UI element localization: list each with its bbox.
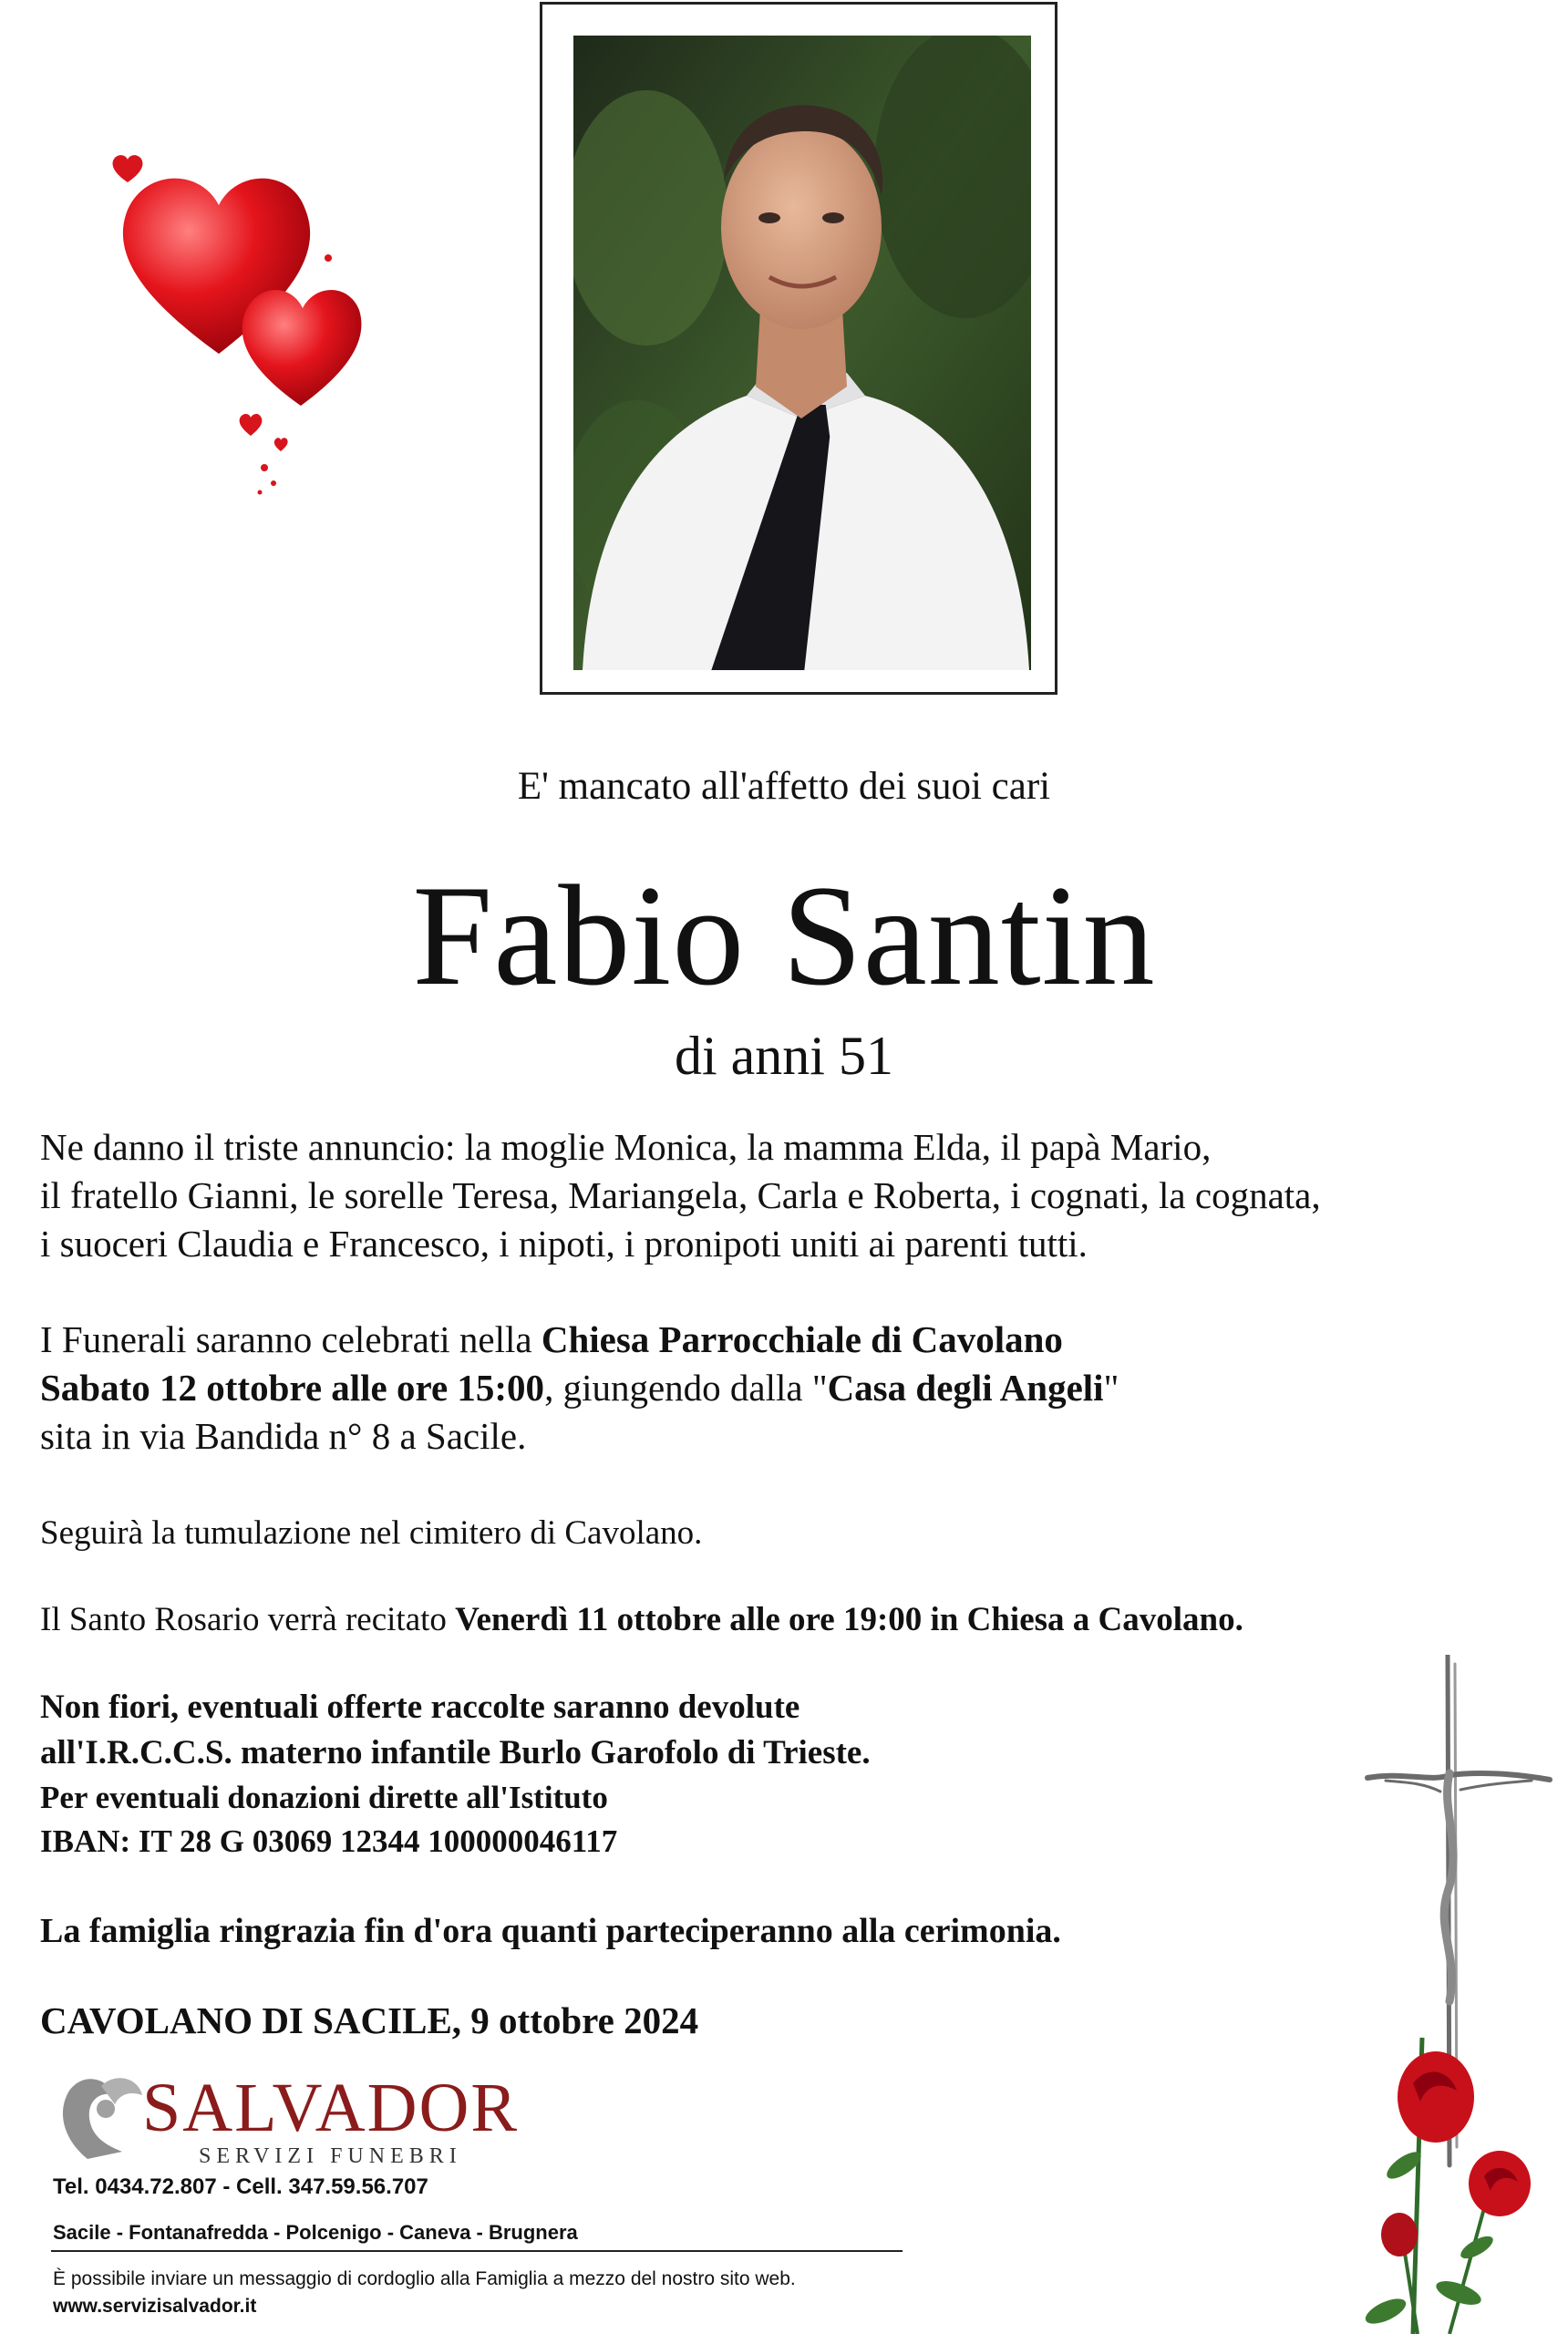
- footer-divider: [51, 2250, 903, 2252]
- rosary-line: Il Santo Rosario verrà recitato Venerdì 11 ottobre alle ore 19:00 in Chiesa a Cavolano.: [40, 1601, 1243, 1638]
- heart-tiny-icon: [113, 155, 143, 182]
- donation-paragraph: [40, 1685, 1535, 1864]
- deceased-age: di anni 51: [675, 1026, 893, 1086]
- brand-name: SALVADOR: [142, 2070, 520, 2146]
- condolence-note: È possibile inviare un messaggio di cordoglio alla Famiglia a mezzo del nostro sito web.: [53, 2268, 796, 2289]
- iban-line: IBAN: IT 28 G 03069 12344 100000046117: [40, 1823, 618, 1859]
- service-towns: Sacile - Fontanafredda - Polcenigo - Caneva - Brugnera: [53, 2221, 578, 2244]
- deceased-name: Fabio Santin: [412, 856, 1156, 1016]
- crucifix-roses-decoration: [1349, 1655, 1568, 2334]
- heart-small-icon: [242, 290, 362, 406]
- portrait-photo: [573, 36, 1031, 670]
- portrait-frame: [540, 2, 1057, 695]
- angel-logo-icon: [51, 2068, 151, 2168]
- donation-line: Per eventuali donazioni dirette all'Istituto: [40, 1780, 608, 1815]
- funeral-paragraph: [40, 1316, 1535, 1461]
- donation-line: Non fiori, eventuali offerte raccolte saranno devolute: [40, 1689, 800, 1726]
- contact-phones: Tel. 0434.72.807 - Cell. 347.59.56.707: [53, 2174, 428, 2199]
- intro-line: E' mancato all'affetto dei suoi cari: [517, 765, 1051, 808]
- church-name: Chiesa Parrocchiale di Cavolano: [541, 1318, 1063, 1360]
- thanks-line: La famiglia ringrazia fin d'ora quanti parteciperanno alla cerimonia.: [40, 1912, 1061, 1950]
- website-link[interactable]: www.servizisalvador.it: [53, 2296, 257, 2317]
- burial-line: Seguirà la tumulazione nel cimitero di Cavolano.: [40, 1514, 703, 1552]
- rose-icon: [1362, 2038, 1531, 2334]
- rosary-date: Venerdì 11 ottobre alle ore 19:00 in Chiesa a Cavolano.: [455, 1601, 1243, 1638]
- mourners-paragraph: [40, 1123, 1535, 1268]
- mourners-line: il fratello Gianni, le sorelle Teresa, Mariangela, Carla e Roberta, i cognati, la cognata,: [40, 1174, 1321, 1216]
- mourners-line: i suoceri Claudia e Francesco, i nipoti, i pronipoti uniti ai parenti tutti.: [40, 1223, 1088, 1265]
- donation-line: all'I.R.C.C.S. materno infantile Burlo Garofolo di Trieste.: [40, 1734, 871, 1771]
- place-date: CAVOLANO DI SACILE, 9 ottobre 2024: [40, 1999, 699, 2041]
- funeral-date: Sabato 12 ottobre alle ore 15:00: [40, 1367, 545, 1409]
- hearts-decoration: [109, 155, 383, 501]
- departure-place: Casa degli Angeli: [827, 1367, 1104, 1409]
- funeral-line-3: sita in via Bandida n° 8 a Sacile.: [40, 1415, 527, 1457]
- funeral-line-2: Sabato 12 ottobre alle ore 15:00, giungendo dalla "Casa degli Angeli": [40, 1367, 1119, 1409]
- funeral-line-1: I Funerali saranno celebrati nella Chiesa Parrocchiale di Cavolano: [40, 1318, 1063, 1360]
- brand-tagline: SERVIZI FUNEBRI: [199, 2144, 462, 2168]
- mourners-line: Ne danno il triste annuncio: la moglie Monica, la mamma Elda, il papà Mario,: [40, 1126, 1212, 1168]
- salvador-logo: [51, 2068, 520, 2177]
